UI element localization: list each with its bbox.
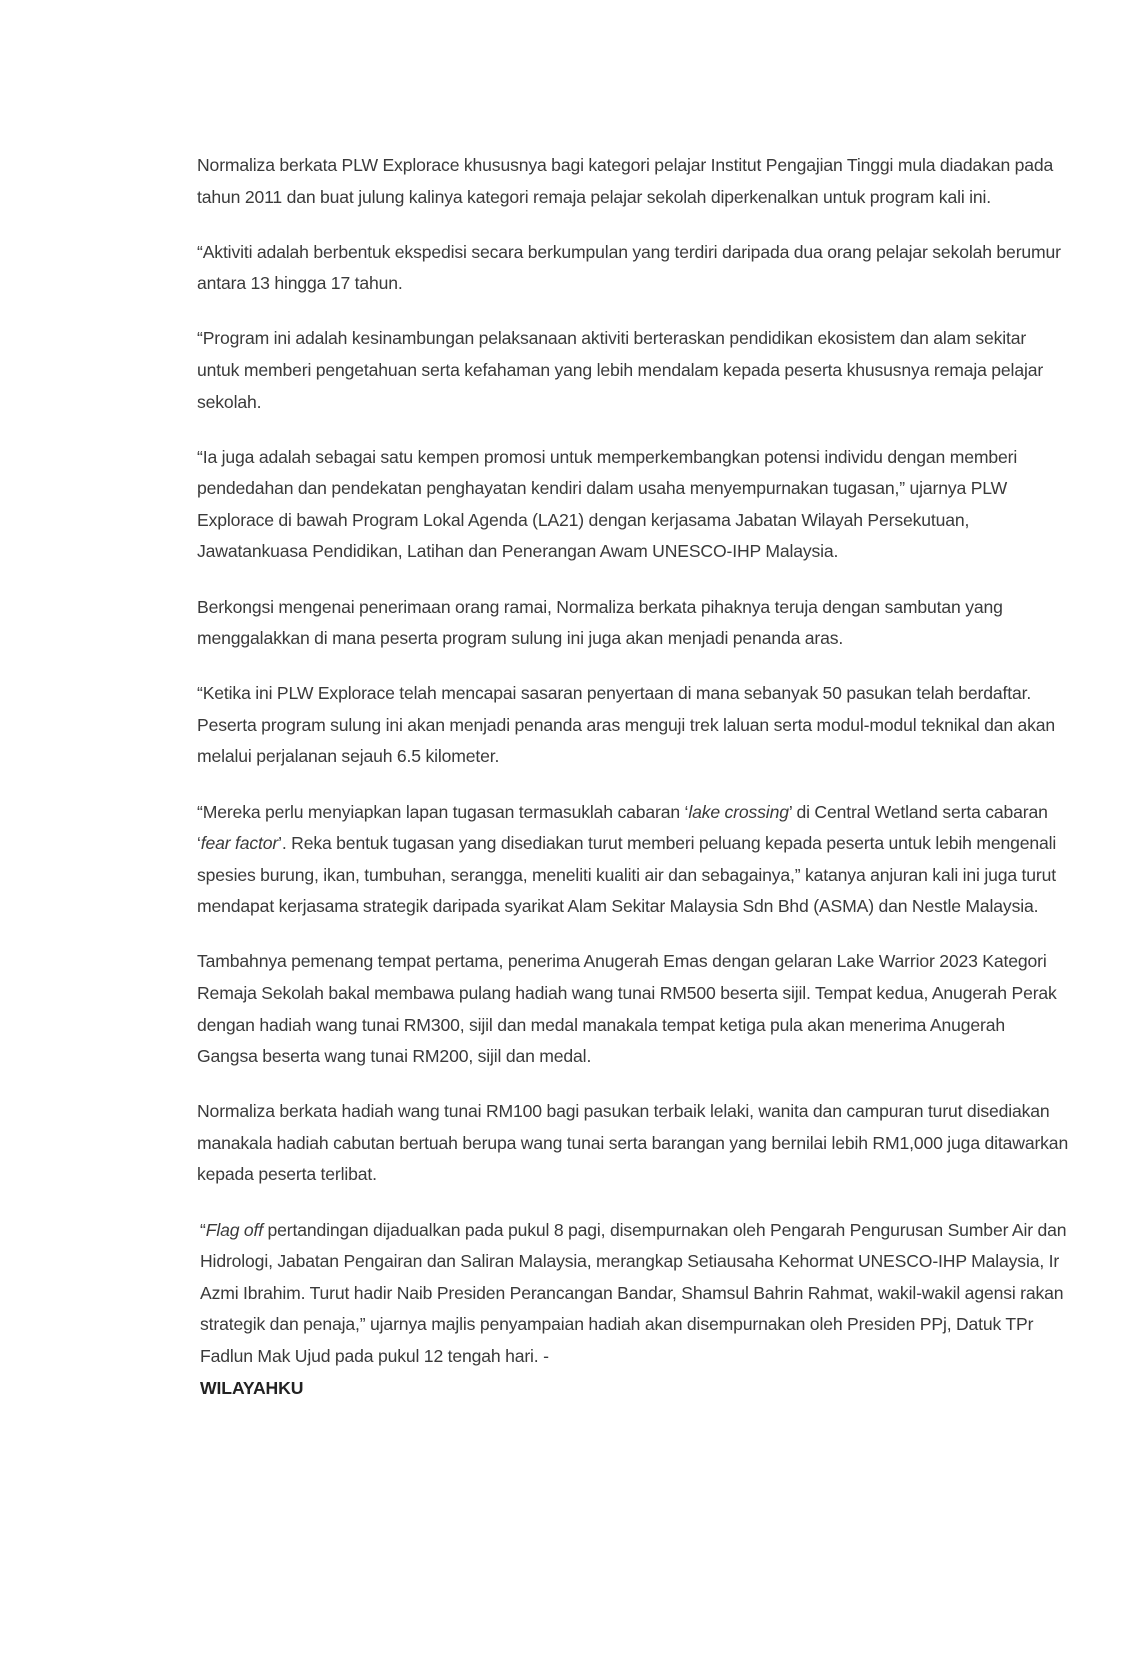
paragraph-7-text-c: ’. Reka bentuk tugasan yang disediakan turut memberi peluang kepada peserta untuk lebih mengenali spesies burung, ikan, tumbuhan, serangga, meneliti kualiti air dan sebagainya,” katanya anjuran kali ini juga turut mendapat kerjasama strategik daripada syarikat Alam Sekitar Malaysia Sdn Bhd (ASMA) dan Nestle Malaysia. — [197, 833, 1057, 917]
paragraph-10-italic-flag-off: Flag off — [205, 1219, 263, 1240]
article-signoff: WILAYAHKU — [200, 1377, 304, 1398]
paragraph-9: Normaliza berkata hadiah wang tunai RM100 bagi pasukan terbaik lelaki, wanita dan campuran turut disediakan manakala hadiah cabutan bertuah berupa wang tunai serta barangan yang bernilai lebih RM1,000 juga ditawarkan kepada peserta terlibat. — [197, 1101, 1069, 1185]
paragraph-4: “Ia juga adalah sebagai satu kempen promosi untuk memperkembangkan potensi individu dengan memberi pendedahan dan pendekatan penghayatan kendiri dalam usaha menyempurnakan tugasan,” ujarnya PLW Explorace di bawah Program Lokal Agenda (LA21) dengan kerjasama Jabatan Wilayah Persekutuan, Jawatankuasa Pendidikan, Latihan dan Penerangan Awam UNESCO-IHP Malaysia. — [197, 446, 1018, 562]
paragraph-5: Berkongsi mengenai penerimaan orang ramai, Normaliza berkata pihaknya teruja dengan sambutan yang menggalakkan di mana peserta program sulung ini juga akan menjadi penanda aras. — [197, 596, 1003, 649]
paragraph-7-italic-fear-factor: fear factor — [200, 833, 279, 854]
paragraph-7-text-b: ’ di Central Wetland serta cabaran ‘ — [197, 801, 1048, 854]
paragraph-8: Tambahnya pemenang tempat pertama, penerima Anugerah Emas dengan gelaran Lake Warrior 2023 Kategori Remaja Sekolah bakal membawa pulang hadiah wang tunai RM500 beserta sijil. Tempat kedua, Anugerah Perak dengan hadiah wang tunai RM300, sijil dan medal manakala tempat ketiga pula akan menerima Anugerah Gangsa beserta wang tunai RM200, sijil dan medal. — [197, 951, 1057, 1067]
paragraph-6: “Ketika ini PLW Explorace telah mencapai sasaran penyertaan di mana sebanyak 50 pasukan telah berdaftar. Peserta program sulung ini akan menjadi penanda aras menguji trek laluan serta modul-modul teknikal dan akan melalui perjalanan sejauh 6.5 kilometer. — [197, 683, 1056, 767]
article-body — [197, 150, 1069, 1404]
paragraph-7 — [197, 797, 1069, 923]
paragraph-3: “Program ini adalah kesinambungan pelaksanaan aktiviti berteraskan pendidikan ekosistem dan alam sekitar untuk memberi pengetahuan serta kefahaman yang lebih mendalam kepada peserta khususnya remaja pelajar sekolah. — [197, 328, 1044, 412]
paragraph-10-text-b: pertandingan dijadualkan pada pukul 8 pagi, disempurnakan oleh Pengarah Pengurusan Sumber Air dan Hidrologi, Jabatan Pengairan dan Saliran Malaysia, merangkap Setiausaha Kehormat UNESCO-IHP Malaysia, Ir Azmi Ibrahim. Turut hadir Naib Presiden Perancangan Bandar, Shamsul Bahrin Rahmat, wakil-wakil agensi rakan strategik dan penaja,” ujarnya majlis penyampaian hadiah akan disempurnakan oleh Presiden PPj, Datuk TPr Fadlun Mak Ujud pada pukul 12 tengah hari. - — [200, 1219, 1067, 1366]
paragraph-10 — [200, 1215, 1069, 1405]
paragraph-10-text-a: “ — [200, 1219, 206, 1240]
paragraph-2: “Aktiviti adalah berbentuk ekspedisi secara berkumpulan yang terdiri daripada dua orang pelajar sekolah berumur antara 13 hingga 17 tahun. — [197, 241, 1061, 294]
paragraph-1: Normaliza berkata PLW Explorace khususnya bagi kategori pelajar Institut Pengajian Tinggi mula diadakan pada tahun 2011 dan buat julung kalinya kategori remaja pelajar sekolah diperkenalkan untuk program kali ini. — [197, 155, 1054, 207]
paragraph-7-italic-lake-crossing: lake crossing — [688, 801, 789, 822]
paragraph-7-text-a: “Mereka perlu menyiapkan lapan tugasan termasuklah cabaran ‘ — [197, 801, 689, 822]
